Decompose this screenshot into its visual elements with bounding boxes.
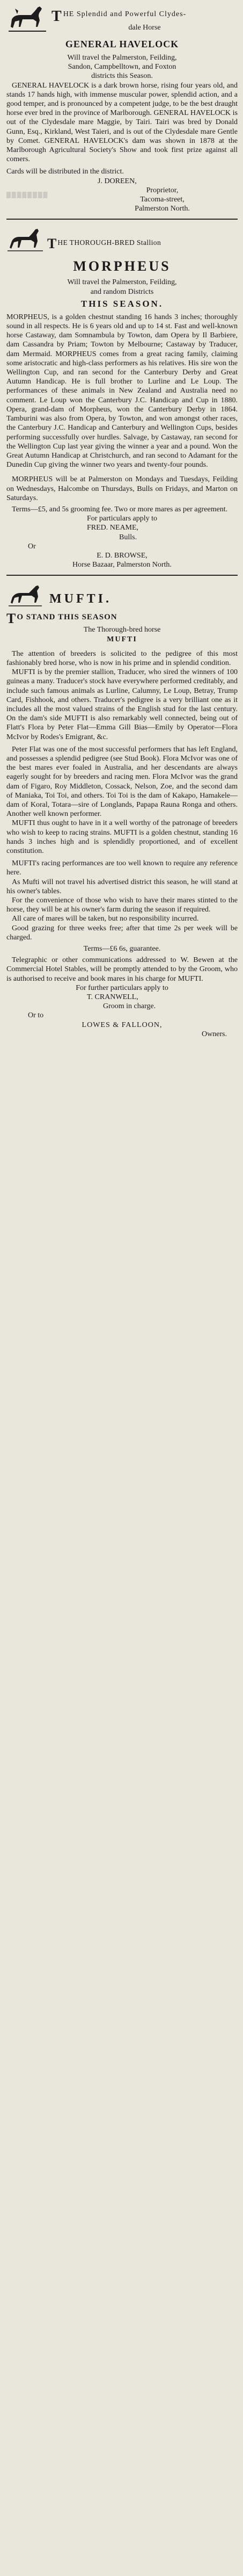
contact-name: FRED. NEAME, bbox=[87, 524, 139, 532]
groom-name: T. CRANWELL, bbox=[87, 993, 138, 1002]
owner-title: Proprietor, bbox=[146, 186, 179, 194]
particulars: For further particulars apply to bbox=[76, 983, 168, 992]
subtitle: The Thorough-bred horse bbox=[83, 626, 161, 634]
ad-body: Telegraphic or other communications addressed to W. Bewen at the Commercial Hotel Stables, will be promptly attended to by the Groom, who is authorised to receive and book mares in his charge for MUFTI. bbox=[6, 956, 238, 983]
ad-body: As Mufti will not travel his advertised district this season, he will stand at his owner's tables. bbox=[6, 878, 238, 895]
spacer bbox=[6, 469, 238, 475]
contact-name: E. D. BROWSE, bbox=[97, 551, 148, 560]
cards-note: Cards will be distributed in the district. bbox=[6, 168, 124, 176]
drop-cap: T bbox=[47, 236, 57, 252]
ad-body: The attention of breeders is solicited to the pedigree of this most fashionably bred horse, who is now in his prime and in splendid condition. bbox=[6, 649, 238, 667]
title-line: O STAND THIS SEASON bbox=[17, 613, 117, 622]
ad-body: MUFTI is by the premier stallion, Traducer, who sired the winners of 100 guineas a many. Traducer's stock have everywhere performed creditably, and include such famous animals as Lurline, Calumny, Le Loup, Betray, Trump Card, Fishhook, and others. Traducer's pedigree is a very brilliant one as it includes all the most valued strains of the English stud for the last century. On the dam's side MUFTI is also remarkably well connected, being out of Flatt's Flora by Peter Flat—Emma Gill Bias—Emily by Operator—Flora McIvor by Rodes's Emigrant, &c. bbox=[6, 668, 238, 741]
season-heading: THIS SEASON. bbox=[80, 298, 164, 309]
racehorse-illustration bbox=[6, 582, 44, 608]
schedule: MORPHEUS will be at Palmerston on Mondays and Tuesdays, Feilding on Wednesdays, Halcombe on Thursdays, Bulls on Fridays, and Marton on Saturdays. bbox=[6, 475, 238, 502]
divider bbox=[6, 219, 238, 220]
ad-body: Good grazing for three weeks free; after that time 2s per week will be charged. bbox=[6, 924, 238, 942]
draught-horse-illustration bbox=[6, 3, 48, 33]
ad-header bbox=[6, 226, 238, 253]
ad-body: GENERAL HAVELOCK is a dark brown horse, rising four years old, and stands 17 hands high, with immense muscular power, splendid action, and a good temper, and is pronounced by a competent judge, to be the best draught horse ever bred in the province of Marlborough. GENERAL HAVELOCK is out of the Clydesdale mare Maggie, by Tairi. Tairi was bred by Donald Gunn, Esq., Kirkland, West Taieri, and is out of the Clydesdale mare Gentle by Comet. GENERAL HAVELOCK's dam was shown in 1878 at the Marlborough Agricultural Society's Show and took first prize against all comers. bbox=[6, 81, 238, 164]
drop-cap: T bbox=[51, 8, 62, 25]
ad-body: MUFTI's racing performances are too well known to require any reference here. bbox=[6, 859, 238, 877]
owner-addr: Palmerston North. bbox=[135, 205, 190, 213]
owner-addr: Tacoma-street, bbox=[140, 196, 185, 204]
spacer bbox=[6, 644, 238, 649]
ad-mufti bbox=[6, 582, 238, 1039]
ad-title-line bbox=[6, 611, 238, 627]
stamp-mark: ▒▒▒▒▒▒▒▒ bbox=[6, 191, 49, 198]
owners-name: LOWES & FALLOON, bbox=[82, 1021, 163, 1029]
horse-name: GENERAL HAVELOCK bbox=[65, 39, 179, 49]
owner-name: J. DOREEN, bbox=[98, 177, 137, 185]
ad-body: For the convenience of those who wish to have their mares stinted to the horse, they will be at his owner's farm during the season if required. bbox=[6, 896, 238, 914]
or-line: Or to bbox=[28, 1011, 44, 1020]
ad-body: MORPHEUS, is a golden chestnut standing 16 hands 3 inches; thoroughly sound in all respects. He is 6 years old and up to 14 st. Fast and well-known horse Castaway, dam Somnambula by Towton, dam Opera by Il Barbiere, dam Cassandra by Priam; Towton by Melbourne; Castaway by Traducer, dam Mermaid. MORPHEUS comes from a great racing family, claiming some aristocratic and high-class performers as his relatives. His sire won the Wellington Cup, and ran second for the Canterbury Derby and Great Autumn Handicap. He is full brother to Lurline and Le Loup. The performances of these animals in New Zealand and Australia need no comment. Le Loup won the Canterbury J.C. Handicap and Cup in 1880. Opera, grand-dam of Morpheus, won the Canterbury Derby in 1864. Tamburini was also from Opera, by Towton, and won amongst other races, the Canterbury J.C. Handicap and Canterbury and Wellington Cups, besides performing successfully over hurdles. Salvage, by Castaway, ran second for the Wellington Cup last year giving the winner a year and a pound. Won the Great Autumn Handicap at Christchurch, and ran second to Adamant for the Dunedin Cup giving the winner two years and twenty-four pounds. bbox=[6, 313, 238, 469]
ad-body: All care of mares will be taken, but no responsibility incurred. bbox=[12, 915, 199, 923]
groom-note: Groom in charge. bbox=[103, 1002, 156, 1011]
ad-title-block bbox=[49, 582, 238, 606]
route-line: Will travel the Palmerston, Feilding, bbox=[67, 54, 177, 62]
horse-name-banner: MUFTI. bbox=[49, 592, 112, 606]
title-line: HE THOROUGH-BRED Stallion bbox=[57, 238, 161, 247]
title-line: HE Splendid and Powerful Clydes- bbox=[63, 10, 187, 18]
route-line: Sandon, Campbelltown, and Foxton bbox=[68, 63, 176, 71]
ad-body: Peter Flat was one of the most successful performers that has left England, and possesses a splendid pedigree (see Stud Book). Flora McIvor was one of the best mares ever foaled in Australia, and her descendants are always eagerly sought for by breeders and racing men. Flora McIvor was the grand dam of Figaro, Roy Middleton, Cossack, Nelson, Zoe, and the second dam of Maniaka, Toi Toi, and others. Toi Toi is the dam of Kakapo, Hamakele—dam of Koral, Totara—sire of Longlands, Papapa Rauna Ronga and others. Another well known performer. bbox=[6, 745, 238, 819]
owners-note: Owners. bbox=[201, 1030, 227, 1038]
route-line: Will travel the Palmerston, Feilding, bbox=[67, 278, 177, 287]
owner-block bbox=[6, 186, 238, 214]
horse-name: MUFTI bbox=[107, 635, 137, 643]
or-line: Or bbox=[28, 542, 36, 551]
contact-addr: Horse Bazaar, Palmerston North. bbox=[72, 561, 172, 569]
racehorse-illustration bbox=[6, 226, 44, 253]
route-line: and random Districts bbox=[90, 287, 154, 296]
drop-cap: T bbox=[6, 611, 16, 627]
ad-header bbox=[6, 582, 238, 608]
ad-morpheus bbox=[6, 226, 238, 569]
terms: Terms—£5, and 5s grooming fee. Two or more mares as per agreement. bbox=[12, 505, 228, 513]
ad-general-havelock bbox=[6, 3, 238, 213]
title-line-2: dale Horse bbox=[128, 24, 161, 32]
ad-title-block bbox=[47, 226, 238, 250]
horse-name: MORPHEUS bbox=[73, 258, 171, 274]
contact-note: Bulls. bbox=[119, 533, 137, 541]
terms: Terms—£6 6s, guarantee. bbox=[83, 945, 161, 953]
divider bbox=[6, 575, 238, 576]
owner-address bbox=[87, 186, 238, 214]
ad-header bbox=[6, 3, 238, 33]
particulars: For particulars apply to bbox=[86, 515, 158, 523]
ad-title-block bbox=[51, 3, 238, 32]
ad-body: MUFTI thus ought to have in it a well worthy of the patronage of breeders who wish to keep to racing strains. MUFTI is a golden chestnut, standing 16 hands 3 inches high and is splendidly proportioned, and of excellent constitution. bbox=[6, 819, 238, 856]
route-line: districts this Season. bbox=[91, 72, 153, 81]
